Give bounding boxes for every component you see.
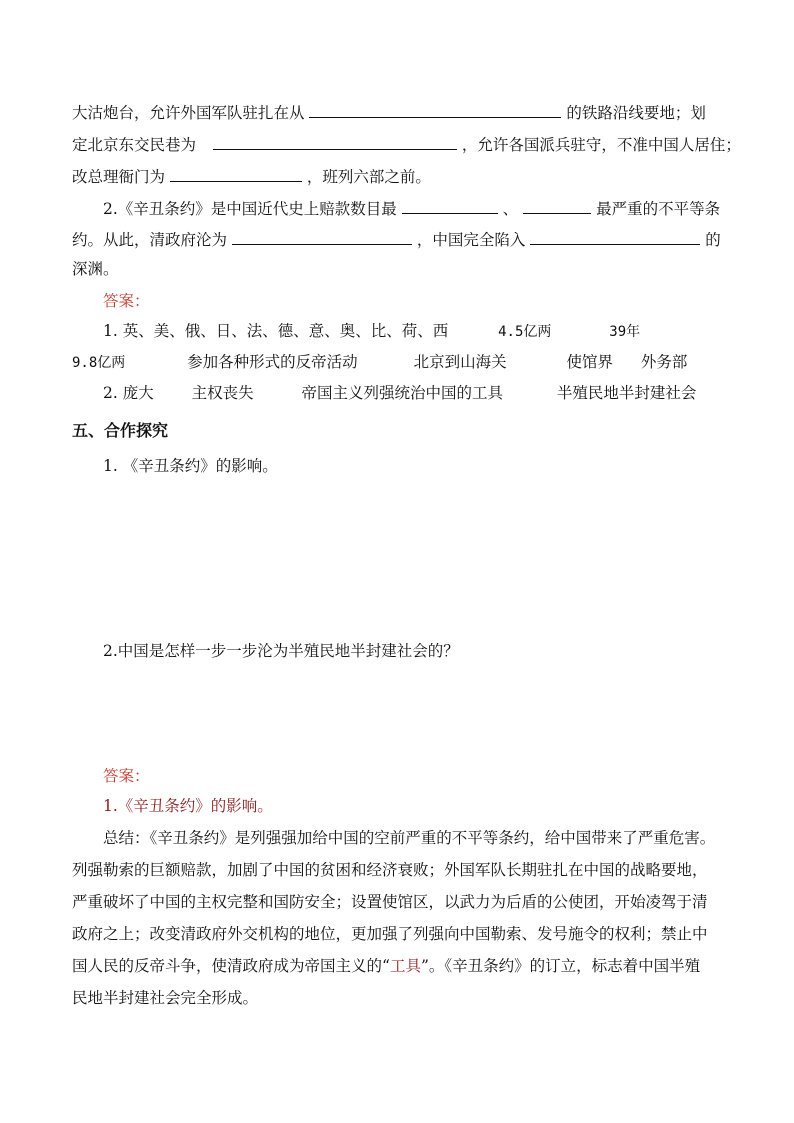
answer-item: 外务部 [640,353,688,371]
text-segment: ，班列六部之前。 [306,168,431,186]
text-segment: 大沽炮台，允许外国军队驻扎在从 [72,104,305,122]
answer-blank[interactable] [170,166,302,182]
blank-line-2 [72,134,741,155]
answer-item: 帝国主义列强统治中国的工具 [301,384,503,402]
answer-paragraph-line: 严重破坏了中国的主权完整和国防安全；设置使馆区，以武力为后盾的公使团，开始凌驾于清 [72,893,708,911]
answer-item: 参加各种形式的反帝活动 [187,353,358,371]
question-1: 1. 《辛丑条约》的影响。 [103,457,278,475]
text-segment: 定北京东交民巷为 [72,136,197,154]
section-heading: 五、合作探究 [72,421,169,440]
answer-item: 4.5亿两 [498,324,552,340]
answer-item: 使馆界 [566,353,613,371]
answer-blank[interactable] [213,134,457,150]
text-segment: 的 [705,231,721,249]
highlighted-term: 工具 [389,957,421,975]
answer-item: 9.8亿两 [72,355,126,371]
answer-paragraph-line: 政府之上；改变清政府外交机构的地位，更加强了列强向中国勒索、发号施令的权利；禁止中 [72,925,708,943]
answer-item: 半殖民地半封建社会 [556,384,697,402]
answer-item: 主权丧失 [191,384,254,402]
text-segment: 国人民的反帝斗争，使清政府成为帝国主义的“ [72,957,390,975]
answer-blank[interactable] [530,229,700,245]
answer-paragraph-line: 列强勒索的巨额赔款，加剧了中国的贫困和经济衰败；外国军队长期驻扎在中国的战略要地， [72,861,708,879]
blank-line-5 [72,229,721,250]
answer-paragraph-line: 总结：《辛丑条约》是列强强加给中国的空前严重的不平等条约，给中国带来了严重危害。 [103,829,716,847]
answer-title: 1.《辛丑条约》的影响。 [103,797,273,815]
answer-blank[interactable] [402,198,498,214]
answer-blank[interactable] [309,102,561,118]
answer-paragraph-line [72,956,700,976]
answer-item: 39年 [609,324,641,340]
text-segment: 改总理衙门为 [72,168,166,186]
answer-blank[interactable] [232,229,412,245]
blank-line-3 [72,166,431,187]
text-segment: ，允许各国派兵驻守，不准中国人居住； [461,136,741,154]
text-segment: 的铁路沿线要地；划 [566,104,706,122]
answer-row-1 [103,321,640,342]
answer-row-2 [72,352,687,373]
answer-item: 1. 英、美、俄、日、法、德、意、奥、比、荷、西 [103,322,449,340]
text-segment: 2.《辛丑条约》是中国近代史上赔款数目最 [103,200,397,218]
text-segment: ，中国完全陷入 [416,231,526,249]
text-segment: 约。从此，清政府沦为 [72,231,228,249]
answer-row-3 [103,383,696,403]
blank-line-6: 深渊。 [72,260,119,278]
answer-label: 答案： [103,292,150,310]
blank-line-1 [72,102,706,123]
question-2-line [103,198,720,219]
answer-blank[interactable] [523,198,591,214]
text-segment: 最严重的不平等条 [596,200,721,218]
answer-label: 答案： [103,767,150,785]
text-segment: 、 [502,200,519,218]
answer-item: 2. 庞大 [103,384,154,402]
text-segment: ”。《辛丑条约》的订立，标志着中国半殖 [420,957,701,975]
answer-item: 北京到山海关 [413,353,507,371]
answer-paragraph-line: 民地半封建社会完全形成。 [72,989,259,1007]
question-2: 2.中国是怎样一步一步沦为半殖民地半封建社会的？ [103,642,459,660]
